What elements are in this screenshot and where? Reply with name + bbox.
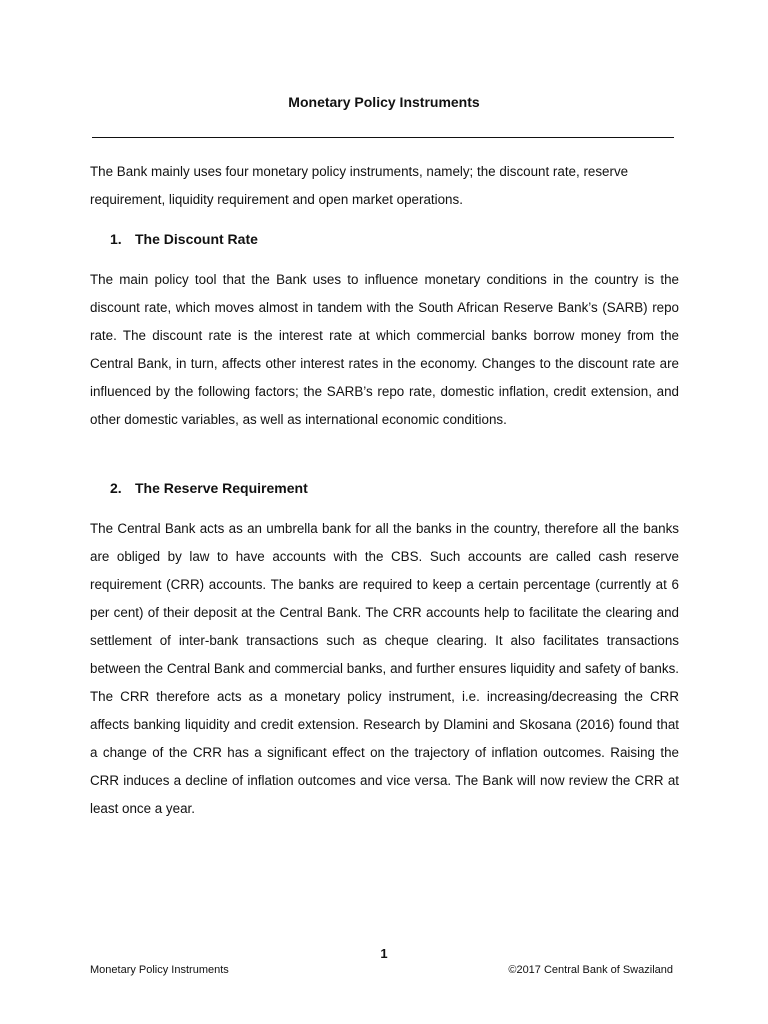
section-number: 2. [110, 480, 122, 496]
section-number: 1. [110, 231, 122, 247]
page-title: Monetary Policy Instruments [288, 94, 480, 110]
page-number: 1 [380, 946, 388, 961]
section-heading-text: The Discount Rate [135, 231, 258, 247]
footer-copyright: ©2017 Central Bank of Swaziland [508, 964, 673, 976]
section-heading-reserve-requirement [110, 480, 308, 496]
discount-rate-paragraph: The main policy tool that the Bank uses to influence monetary conditions in the country is the discount rate, which moves almost in tandem with the South African Reserve Bank’s (SARB) repo rate. The discount rate is the interest rate at which commercial banks borrow money from the Central Bank, in turn, affects other interest rates in the economy. Changes to the discount rate are influenced by the following factors; the SARB’s repo rate, domestic inflation, credit extension, and other domestic variables, as well as international economic conditions. [90, 272, 679, 427]
reserve-requirement-paragraph: The Central Bank acts as an umbrella bank for all the banks in the country, therefore all the banks are obliged by law to have accounts with the CBS. Such accounts are called cash reserve requirement (CRR) accounts. The banks are required to keep a certain percentage (currently at 6 per cent) of their deposit at the Central Bank. The CRR accounts help to facilitate the clearing and settlement of inter-bank transactions such as cheque clearing. It also facilitates transactions between the Central Bank and commercial banks, and further ensures liquidity and safety of banks. The CRR therefore acts as a monetary policy instrument, i.e. increasing/decreasing the CRR affects banking liquidity and credit extension. Research by Dlamini and Skosana (2016) found that a change of the CRR has a significant effect on the trajectory of inflation outcomes. Raising the CRR induces a decline of inflation outcomes and vice versa. The Bank will now review the CRR at least once a year. [90, 521, 679, 816]
section-heading-discount-rate [110, 231, 258, 247]
intro-paragraph: The Bank mainly uses four monetary policy instruments, namely; the discount rate, reserve requirement, liquidity requirement and open market operations. [90, 164, 629, 207]
footer-document-title: Monetary Policy Instruments [90, 964, 229, 976]
title-divider [92, 137, 674, 138]
section-heading-text: The Reserve Requirement [135, 480, 308, 496]
